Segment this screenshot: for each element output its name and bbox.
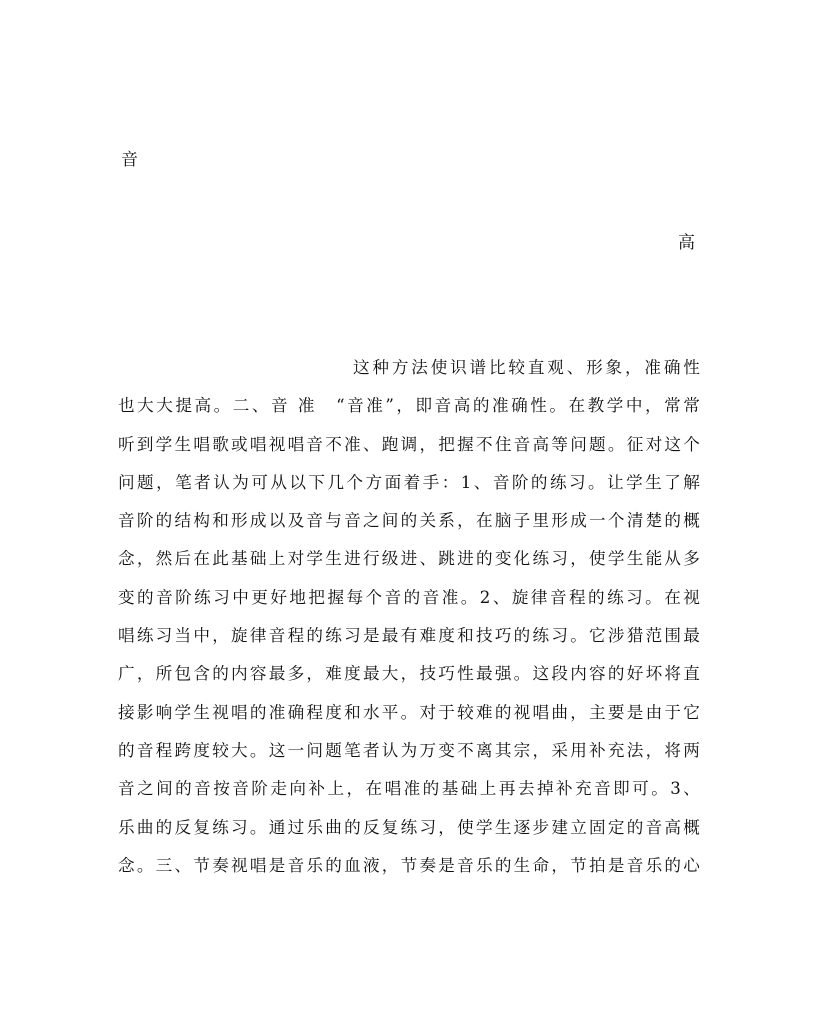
text-line: 念，然后在此基础上对学生进行级进、跳进的变化练习，使学生能从多 bbox=[118, 549, 700, 569]
text-line: 接影响学生视唱的准确程度和水平。对于较难的视唱曲，主要是由于它 bbox=[118, 702, 700, 722]
text-line: 这种方法使识谱比较直观、形象，准确性 bbox=[353, 358, 700, 377]
fragment-char-right: 高 bbox=[678, 233, 695, 253]
text-line: 变的音阶练习中更好地把握每个音的音准。2、旋律音程的练习。在视 bbox=[118, 587, 700, 607]
text-line: 听到学生唱歌或唱视唱音不准、跑调，把握不住音高等问题。征对这个 bbox=[118, 434, 700, 454]
text-line: 音阶的结构和形成以及音与音之间的关系，在脑子里形成一个清楚的概 bbox=[118, 511, 700, 531]
text-line: 乐曲的反复练习。通过乐曲的反复练习，使学生逐步建立固定的音高概 bbox=[118, 817, 700, 837]
text-line: 念。三、节奏视唱是音乐的血液，节奏是音乐的生命，节拍是音乐的心 bbox=[118, 855, 700, 875]
text-line: 广，所包含的内容最多，难度最大，技巧性最强。这段内容的好坏将直 bbox=[118, 664, 700, 684]
text-line: 也大大提高。二、音 准 “音准”，即音高的准确性。在教学中，常常 bbox=[118, 396, 700, 416]
fragment-char-top: 音 bbox=[121, 150, 138, 170]
text-line: 问题，笔者认为可从以下几个方面着手：1、音阶的练习。让学生了解 bbox=[118, 472, 700, 492]
text-line: 音之间的音按音阶走向补上，在唱准的基础上再去掉补充音即可。3、 bbox=[118, 779, 700, 799]
text-line: 唱练习当中，旋律音程的练习是最有难度和技巧的练习。它涉猎范围最 bbox=[118, 626, 700, 646]
text-line: 的音程跨度较大。这一问题笔者认为万变不离其宗，采用补充法，将两 bbox=[118, 740, 700, 760]
body-paragraph bbox=[118, 355, 700, 935]
